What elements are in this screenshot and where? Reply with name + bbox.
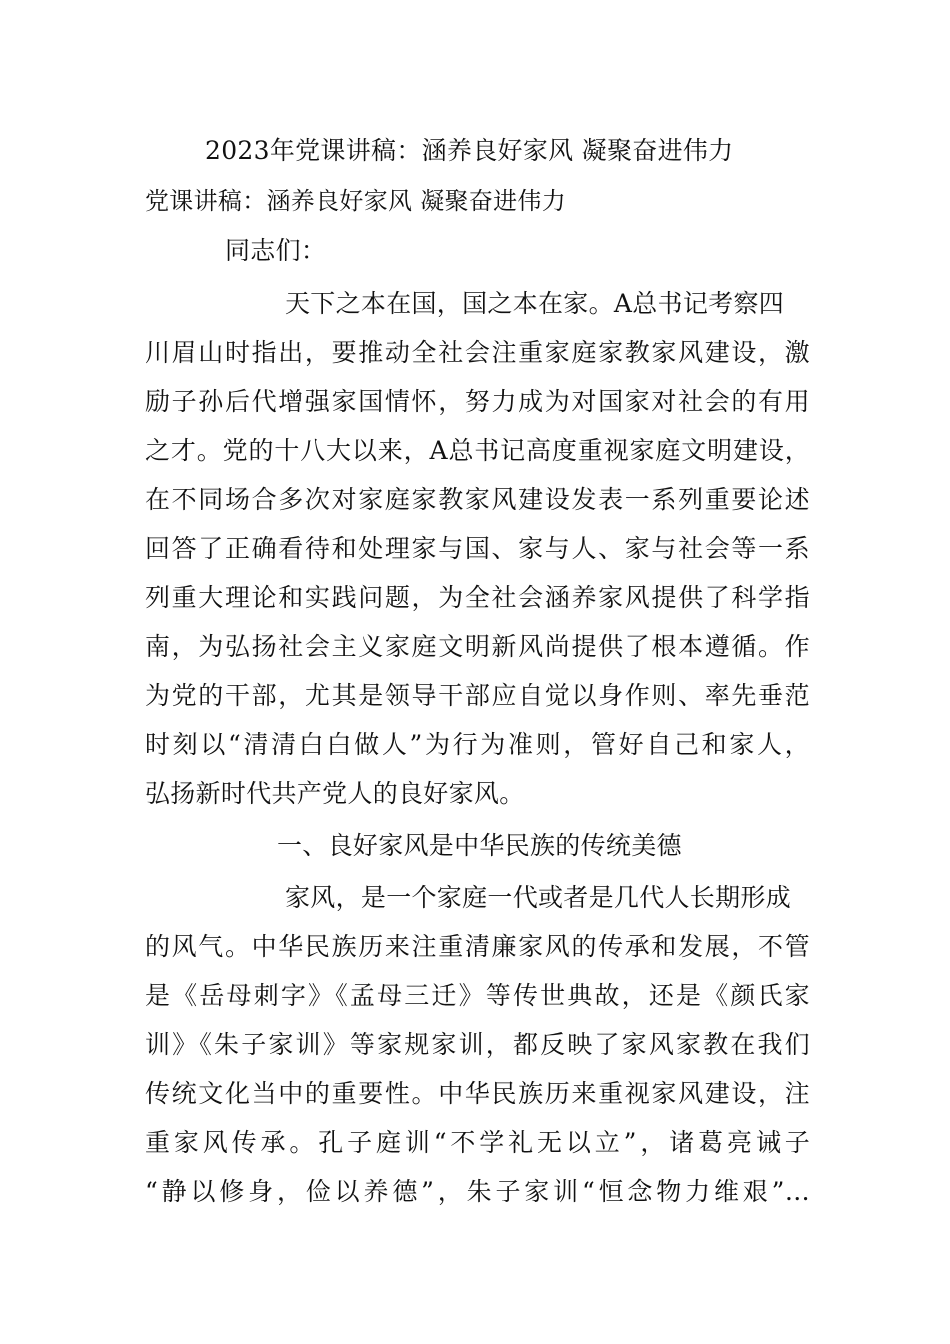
paragraph-line: 时刻以“清清白白做人”为行为准则，管好自己和家人， xyxy=(145,730,810,759)
paragraph-line: 回答了正确看待和处理家与国、家与人、家与社会等一系 xyxy=(145,534,810,563)
paragraph-line: 列重大理论和实践问题，为全社会涵养家风提供了科学指 xyxy=(145,583,810,612)
document-subtitle: 党课讲稿：涵养良好家风 凝聚奋进伟力 xyxy=(145,187,567,215)
paragraph-line: 传统文化当中的重要性。中华民族历来重视家风建设，注 xyxy=(145,1079,810,1108)
paragraph-line: 训》《朱子家训》等家规家训，都反映了家风家教在我们 xyxy=(145,1030,810,1059)
paragraph-line: 的风气。中华民族历来注重清廉家风的传承和发展，不管 xyxy=(145,932,810,961)
paragraph-line: 是《岳母刺字》《孟母三迁》等传世典故，还是《颜氏家 xyxy=(145,981,810,1010)
paragraph-line: 家风，是一个家庭一代或者是几代人长期形成 xyxy=(285,883,792,912)
paragraph-line: 川眉山时指出，要推动全社会注重家庭家教家风建设，激 xyxy=(145,338,810,367)
paragraph-line: 南，为弘扬社会主义家庭文明新风尚提供了根本遵循。作 xyxy=(145,632,810,661)
salutation: 同志们： xyxy=(225,236,327,265)
paragraph-line: 弘扬新时代共产党人的良好家风。 xyxy=(145,779,525,808)
document-title: 2023年党课讲稿：涵养良好家风 凝聚奋进伟力 xyxy=(205,136,734,165)
paragraph-line: 之才。党的十八大以来，A总书记高度重视家庭文明建设， xyxy=(145,436,810,465)
paragraph-line: 天下之本在国，国之本在家。A总书记考察四 xyxy=(285,289,785,318)
paragraph-line: 励子孙后代增强家国情怀，努力成为对国家对社会的有用 xyxy=(145,387,810,416)
paragraph-line: 为党的干部，尤其是领导干部应自觉以身作则、率先垂范 xyxy=(145,681,810,710)
paragraph-line: 在不同场合多次对家庭家教家风建设发表一系列重要论述 xyxy=(145,485,810,514)
section-heading: 一、良好家风是中华民族的传统美德 xyxy=(277,831,682,860)
paragraph-line: “静以修身，俭以养德”，朱子家训“恒念物力维艰”… xyxy=(145,1177,810,1206)
paragraph-line: 重家风传承。孔子庭训“不学礼无以立”，诸葛亮诫子 xyxy=(145,1128,810,1157)
